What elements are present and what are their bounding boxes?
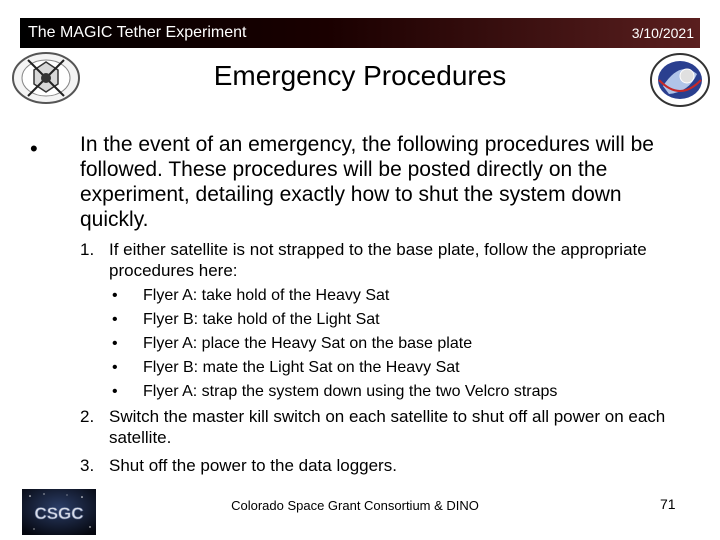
item-number: 2. [80,407,95,426]
page-number: 71 [660,496,676,512]
footer-logo-text: CSGC [34,504,84,523]
main-bullet-text: In the event of an emergency, the following procedures will be followed. These procedures will be posted directly on the experiment, detailing exactly how to shut the system down quickly. [80,133,654,231]
slide-date: 3/10/2021 [631,25,694,41]
bullet-marker: • [112,287,118,304]
item-number: 1. [80,240,95,259]
header-bar [20,18,700,48]
bullet-marker: • [112,359,118,376]
numbered-item [80,406,680,448]
list-item-text: Flyer B: take hold of the Light Sat [143,311,380,328]
presentation-title: The MAGIC Tether Experiment [28,24,247,41]
bullet-marker: • [112,335,118,352]
bullet-marker: • [112,311,118,328]
numbered-item [80,239,680,281]
item-number: 3. [80,456,95,475]
slide-title: Emergency Procedures [213,60,507,91]
list-item-text: Flyer A: take hold of the Heavy Sat [143,287,390,304]
dino-patch-logo-icon [649,52,711,108]
list-item-text: Flyer A: place the Heavy Sat on the base plate [143,335,473,352]
item-text: Switch the master kill switch on each satellite to shut off all power on each satellite. [109,407,666,447]
main-bullet-marker: • [30,136,38,161]
item-text: Shut off the power to the data loggers. [109,456,397,475]
item-text: If either satellite is not strapped to the base plate, follow the appropriate procedures here: [109,240,647,280]
list-item-text: Flyer A: strap the system down using the two Velcro straps [143,383,558,400]
csgc-logo-icon [22,489,96,535]
footer-organization: Colorado Space Grant Consortium & DINO [231,498,479,513]
numbered-item [80,455,680,476]
bullet-marker: • [112,383,118,400]
list-item-text: Flyer B: mate the Light Sat on the Heavy Sat [143,359,460,376]
